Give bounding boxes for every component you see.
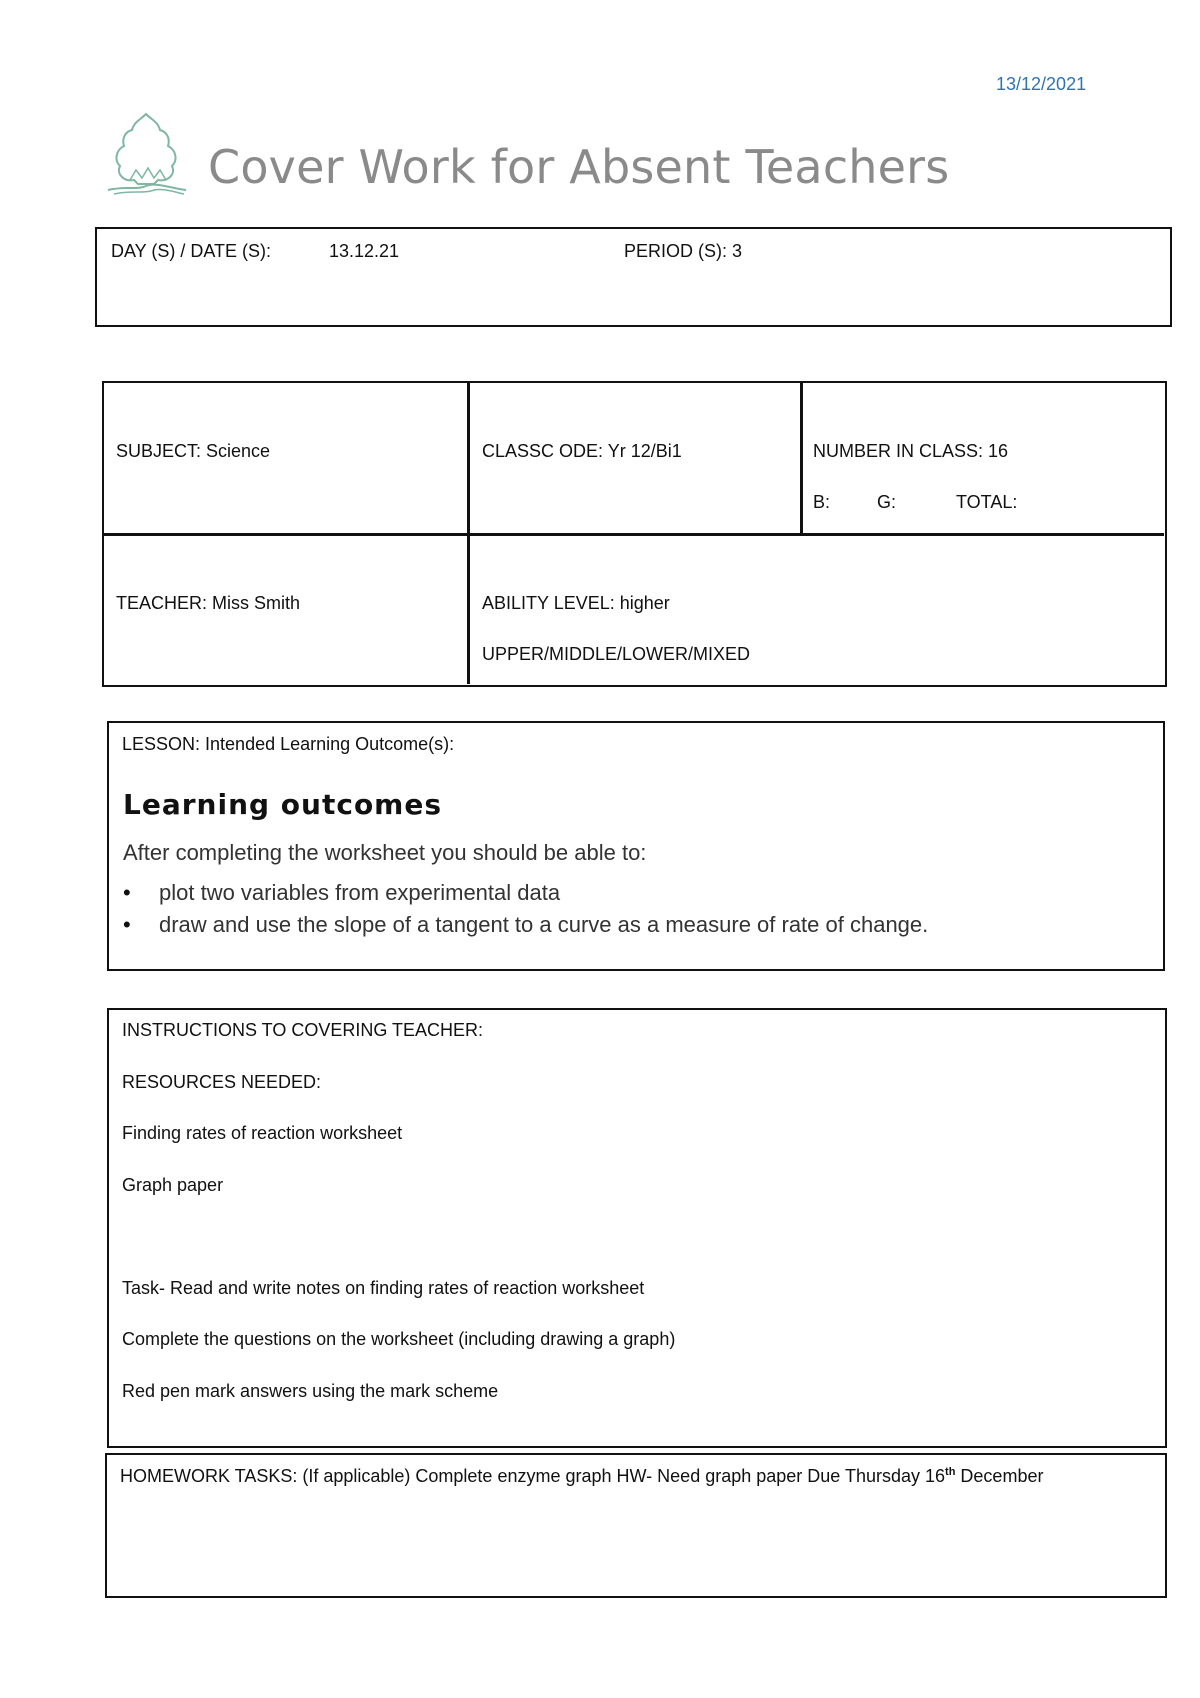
outcome-item: draw and use the slope of a tangent to a curve as a measure of rate of change. — [159, 912, 929, 937]
task-item: Complete the questions on the worksheet (including drawing a graph) — [122, 1329, 676, 1349]
class-code-cell: CLASSC ODE: Yr 12/Bi1 — [482, 441, 682, 461]
resource-item: Graph paper — [122, 1175, 224, 1195]
resource-item: Finding rates of reaction worksheet — [122, 1123, 403, 1143]
number-in-class-cell: NUMBER IN CLASS: 16 — [813, 441, 1009, 461]
boys-label: B: — [813, 492, 831, 512]
homework-main: HOMEWORK TASKS: (If applicable) Complete enzyme graph HW- Need graph paper Due Thursday 16 — [120, 1466, 946, 1486]
total-label: TOTAL: — [956, 492, 1018, 512]
day-date-label: DAY (S) / DATE (S): — [111, 241, 272, 261]
lesson-label: LESSON: Intended Learning Outcome(s): — [122, 734, 455, 754]
task-item: Task- Read and write notes on finding rates of reaction worksheet — [122, 1278, 645, 1298]
bullet-icon: • — [123, 912, 131, 937]
document-title: Cover Work for Absent Teachers — [208, 140, 950, 194]
day-date-box — [95, 227, 1172, 327]
tree-logo-icon — [104, 110, 188, 196]
teacher-cell: TEACHER: Miss Smith — [116, 593, 301, 613]
ability-options: UPPER/MIDDLE/LOWER/MIXED — [482, 644, 751, 664]
homework-text — [120, 1466, 1043, 1487]
period-label: PERIOD (S): 3 — [624, 241, 743, 261]
learning-outcomes-intro: After completing the worksheet you should be able to: — [123, 840, 647, 865]
resources-label: RESOURCES NEEDED: — [122, 1072, 322, 1092]
bullet-icon: • — [123, 880, 131, 905]
subject-cell: SUBJECT: Science — [116, 441, 271, 461]
day-date-value: 13.12.21 — [329, 241, 400, 261]
homework-superscript: th — [945, 1466, 956, 1478]
ability-level-cell: ABILITY LEVEL: higher — [482, 593, 670, 613]
learning-outcomes-heading: Learning outcomes — [123, 788, 443, 821]
class-info-table — [102, 381, 1167, 687]
instructions-label: INSTRUCTIONS TO COVERING TEACHER: — [122, 1020, 484, 1040]
task-item: Red pen mark answers using the mark scheme — [122, 1381, 499, 1401]
outcome-item: plot two variables from experimental data — [159, 880, 561, 905]
homework-end: December — [955, 1466, 1044, 1486]
girls-label: G: — [877, 492, 897, 512]
document-date: 13/12/2021 — [996, 74, 1087, 94]
